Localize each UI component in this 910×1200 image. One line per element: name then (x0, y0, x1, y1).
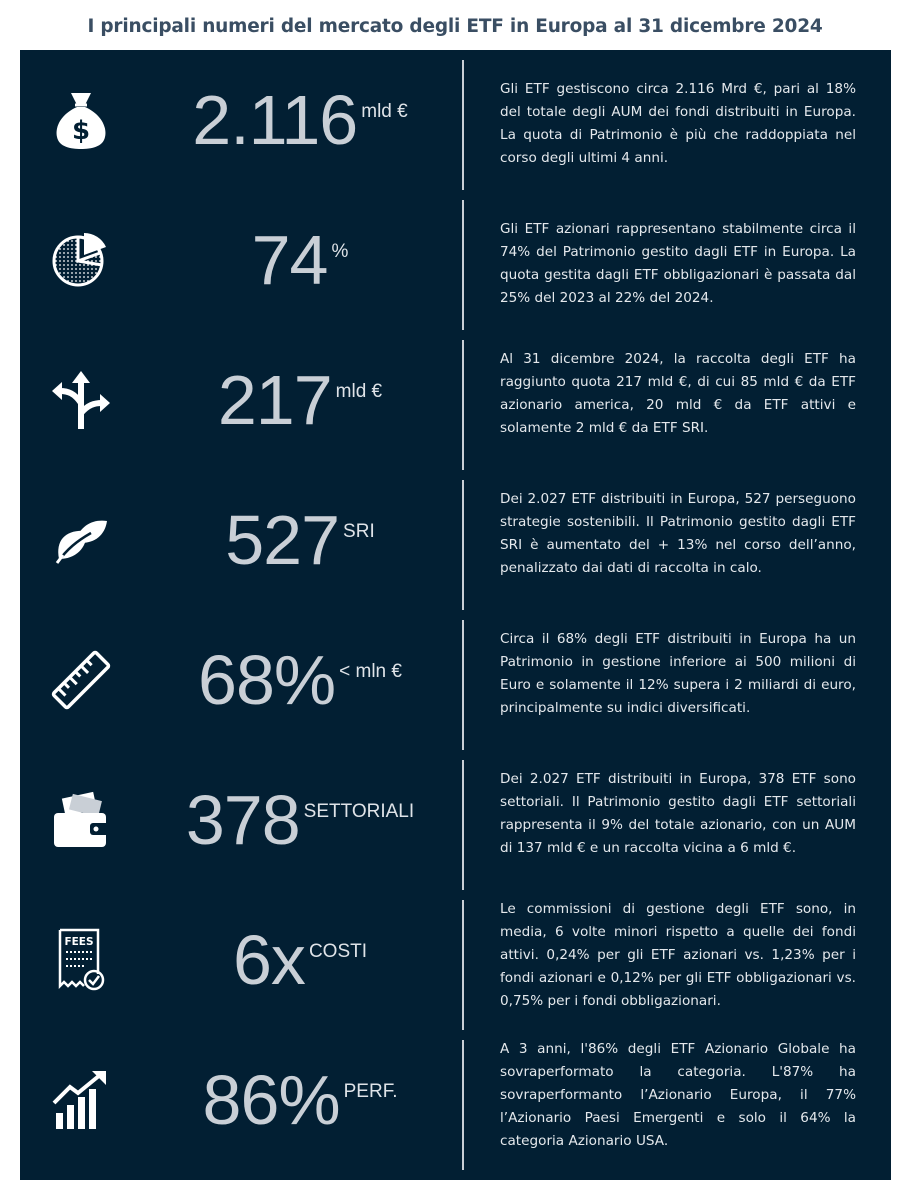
stat-value: 217 (217, 361, 332, 439)
divider (462, 1040, 464, 1170)
stat-description: Dei 2.027 ETF distribuiti in Europa, 378 ETF sono settoriali. Il Patrimonio gestito dagli ETF settoriali rappresenta il 9% del totale azionario, con un AUM di 137 mld € e un raccolta vicina a 6 mld €. (500, 771, 856, 856)
divider (462, 760, 464, 890)
stat-description: Circa il 68% degli ETF distribuiti in Europa ha un Patrimonio in gestione inferiore ai 500 milioni di Euro e solamente il 12% supera i 2 miliardi di euro, principalmente su indici diversificati. (500, 631, 856, 716)
stat-value: 2.116 (192, 81, 358, 159)
stat-row-performance (20, 1030, 891, 1170)
stat-row-sector (20, 750, 891, 890)
stat-value: 6x (233, 921, 305, 999)
stat-unit: mld € (335, 381, 383, 402)
stat-row-size (20, 610, 891, 750)
leaf-icon (46, 508, 116, 572)
stat-value: 378 (185, 781, 300, 859)
ruler-icon (46, 648, 116, 712)
stat-value: 527 (225, 501, 340, 579)
stat-description: Gli ETF azionari rappresentano stabilmente circa il 74% del Patrimonio gestito dagli ETF in Europa. La quota gestita dagli ETF obbligazionari è passata dal 25% del 2023 al 22% del 2024. (500, 221, 856, 306)
stat-unit: < mln € (339, 661, 402, 682)
divider (462, 620, 464, 750)
wallet-icon (46, 788, 116, 852)
stat-value: 86% (202, 1061, 340, 1139)
stat-unit: mld € (361, 101, 408, 122)
money-bag-icon (46, 88, 116, 152)
stat-unit: PERF. (343, 1081, 398, 1102)
growth-chart-icon (46, 1068, 116, 1132)
stat-unit: SRI (343, 521, 375, 542)
stat-row-equity-share (20, 190, 891, 330)
direction-arrows-icon (46, 368, 116, 432)
stat-value: 74 (251, 221, 328, 299)
stat-description: Le commissioni di gestione degli ETF sono, in media, 6 volte minori rispetto a quelle dei fondi attivi. 0,24% per gli ETF azionari vs. 1,23% per i fondi azionari e 0,12% per gli ETF obbligazionari vs. 0,75% per i fondi obbligazionari. (500, 901, 856, 1009)
fees-receipt-icon (46, 928, 116, 992)
stat-unit: SETTORIALI (303, 801, 415, 822)
divider (462, 480, 464, 610)
divider (462, 340, 464, 470)
stats-panel (20, 50, 891, 1180)
divider (462, 900, 464, 1030)
stat-description: A 3 anni, l'86% degli ETF Azionario Globale ha sovraperformato la categoria. L'87% ha sovraperformanto l’Azionario Europa, il 77% l’Azionario Paesi Emergenti e solo il 64% la categoria Azionario USA. (500, 1041, 856, 1149)
stat-description: Al 31 dicembre 2024, la raccolta degli ETF ha raggiunto quota 217 mld €, di cui 85 mld € da ETF azionario america, 20 mld € da ETF attivi e solamente 2 mld € da ETF SRI. (500, 351, 856, 436)
stat-unit: % (331, 241, 349, 262)
stat-value: 68% (198, 641, 336, 719)
pie-chart-icon (46, 228, 116, 292)
divider (462, 60, 464, 190)
stat-description: Gli ETF gestiscono circa 2.116 Mrd €, pari al 18% del totale degli AUM dei fondi distribuiti in Europa. La quota di Patrimonio è più che raddoppiata nel corso degli ultimi 4 anni. (500, 81, 856, 166)
stat-row-inflows (20, 330, 891, 470)
stat-description: Dei 2.027 ETF distribuiti in Europa, 527 perseguono strategie sostenibili. Il Patrimonio gestito dagli ETF SRI è aumentato del + 13% nel corso dell’anno, penalizzato dai dati di raccolta in calo. (500, 491, 856, 576)
stat-row-fees (20, 890, 891, 1030)
stat-row-aum (20, 50, 891, 190)
page-title: I principali numeri del mercato degli ETF in Europa al 31 dicembre 2024 (87, 16, 823, 37)
fees-label: FEES (64, 936, 94, 948)
stat-row-sri (20, 470, 891, 610)
svg-text:$: $ (71, 116, 91, 146)
divider (462, 200, 464, 330)
stat-unit: COSTI (308, 941, 367, 962)
